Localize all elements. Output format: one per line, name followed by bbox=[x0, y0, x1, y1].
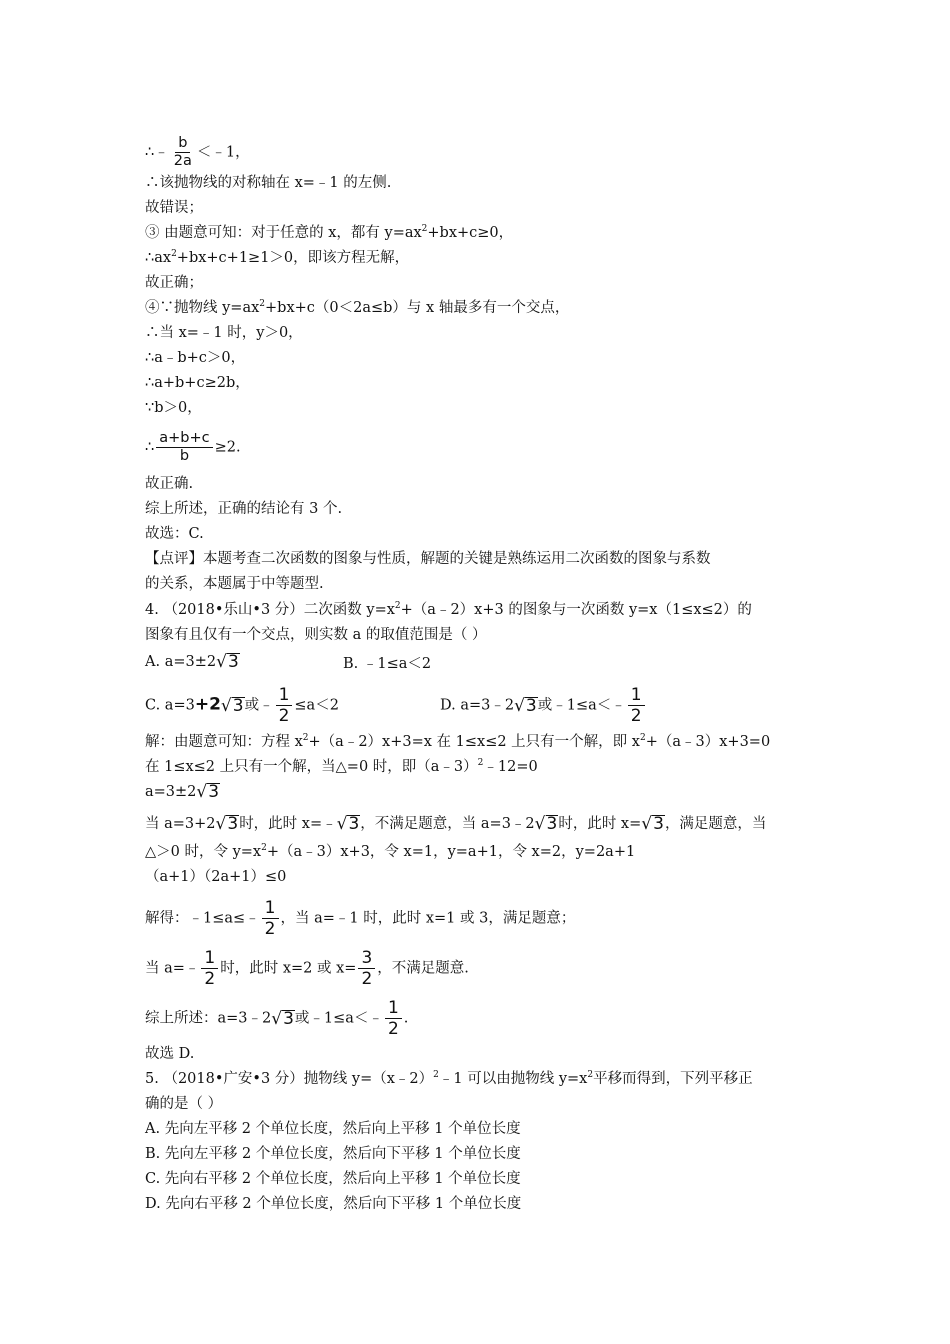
line-frac-abc-b: ∴ $\frac{a+b+c}{b}$ ≥2. bbox=[145, 430, 241, 464]
sqrt-symbol: √ 3 bbox=[196, 782, 220, 802]
option-a: A. a=3±2 √ 3 bbox=[145, 652, 239, 672]
text-line: 故错误； bbox=[145, 200, 203, 216]
comment-line: 的关系，本题属于中等题型. bbox=[145, 576, 324, 592]
text-line: $\therefore ax^2+bx+c+1\ge 1>0$，即该方程无解， bbox=[145, 249, 410, 266]
solution-line: 解：由题意可知：方程 $x^2+(a﹣2)x+3=x$ 在 1≤x≤2 上只有一个解，即 $x^2+(a﹣3)x+3=0$ bbox=[145, 733, 771, 750]
option-c: C. 先向右平移 2 个单位长度，然后向上平移 1 个单位长度 bbox=[145, 1171, 521, 1187]
fraction-three-halves: $\frac{3}{2}$ bbox=[358, 948, 375, 989]
text-line: ∵b＞0， bbox=[145, 400, 202, 416]
sqrt-symbol: √ 3 bbox=[216, 652, 239, 672]
sqrt-symbol: √ 3 bbox=[641, 814, 664, 834]
text-line: ∴该抛物线的对称轴在 x=﹣1 的左侧. bbox=[145, 175, 392, 191]
solution-line: 故选 D. bbox=[145, 1046, 195, 1062]
sqrt-symbol: √ 3 bbox=[534, 814, 558, 834]
fraction-one-half: $\frac{1}{2}$ bbox=[385, 998, 402, 1039]
text-line: ∴a﹣b+c＞0， bbox=[145, 350, 246, 366]
option-b: B. ﹣1≤a＜2 bbox=[343, 656, 432, 672]
sqrt-symbol: √ 3 bbox=[336, 814, 360, 834]
fraction-b-over-2a: $\frac{b}{2a}$ bbox=[173, 135, 192, 169]
question-4-line: 4. （2018•乐山•3 分）二次函数 $y=x^2+(a﹣2)x+3$ 的图象与一次函数 y=x（1≤x≤2）的 bbox=[145, 601, 752, 618]
sqrt-symbol: √ 3 bbox=[220, 695, 244, 716]
text-line: 综上所述，正确的结论有 3 个. bbox=[145, 501, 343, 517]
sqrt-symbol: √ 3 bbox=[215, 814, 239, 834]
solution-line: a=3±2 √ 3 bbox=[145, 782, 220, 802]
text-line: 故选：C. bbox=[145, 526, 204, 542]
text-line: ③ 由题意可知：对于任意的 x，都有 $y=ax^2+bx+c\ge 0$， bbox=[145, 224, 514, 241]
text-line: ④∵抛物线 $y=ax^2+bx+c(0<2a\le b)$与 x 轴最多有一个交点， bbox=[145, 299, 570, 316]
option-d: D. 先向右平移 2 个单位长度，然后向下平移 1 个单位长度 bbox=[145, 1196, 522, 1212]
solution-line: △＞0 时，令 $y=x^2+(a﹣3)x+3$，令 x=1，y=a+1，令 x=2，y=2a+1 bbox=[145, 843, 636, 860]
fraction-one-half: $\frac{1}{2}$ bbox=[628, 685, 645, 726]
text-line: ∴a+b+c≥2b， bbox=[145, 375, 250, 391]
option-b: B. 先向左平移 2 个单位长度，然后向下平移 1 个单位长度 bbox=[145, 1146, 521, 1162]
fraction-one-half: $\frac{1}{2}$ bbox=[276, 685, 293, 726]
option-d: D. a=3﹣2 √ 3 或﹣1≤a＜﹣ $\frac{1}{2}$ bbox=[440, 685, 647, 726]
line-frac-b-2a: ∴﹣ $\frac{b}{2a}$ ＜﹣1， bbox=[145, 135, 250, 169]
fraction-abc-over-b: $\frac{a+b+c}{b}$ bbox=[156, 430, 212, 465]
sqrt-symbol: √ 3 bbox=[514, 695, 537, 716]
text-line: 故正确. bbox=[145, 476, 194, 492]
option-a: A. 先向左平移 2 个单位长度，然后向上平移 1 个单位长度 bbox=[145, 1121, 521, 1137]
solution-line: 综上所述：a=3﹣2 √ 3 或﹣1≤a＜﹣ $\frac{1}{2}$ . bbox=[145, 998, 409, 1039]
question-5-line: 确的是（ ） bbox=[145, 1096, 223, 1112]
fraction-one-half: $\frac{1}{2}$ bbox=[201, 948, 218, 989]
solution-line: 解得：﹣1≤a≤﹣ $\frac{1}{2}$ ，当 a=﹣1 时，此时 x=1 或 3，满足题意； bbox=[145, 898, 576, 939]
solution-line: 当 a=﹣ $\frac{1}{2}$ 时，此时 x=2 或 x= $\frac{3}{2}$ ，不满足题意. bbox=[145, 948, 469, 989]
sqrt-symbol: √ 3 bbox=[271, 1008, 294, 1029]
solution-line: 在 1≤x≤2 上只有一个解，当△=0 时，即（a﹣3）$^2$﹣12=0 bbox=[145, 758, 538, 775]
text-line: 故正确； bbox=[145, 275, 203, 291]
solution-line: 当 a=3+2 √ 3 时，此时 x=﹣ √ 3 ，不满足题意，当 a=3﹣2 √ 3 时，此时 x= √ 3 ，满足题意，当 bbox=[145, 814, 767, 834]
option-c: C. a=3+2 √ 3 或﹣ $\frac{1}{2}$ ≤a＜2 bbox=[145, 685, 339, 726]
text-line: ∴当 x=﹣1 时，y＞0， bbox=[145, 325, 303, 341]
question-4-line: 图象有且仅有一个交点，则实数 a 的取值范围是（ ） bbox=[145, 627, 487, 643]
question-5-line: 5. （2018•广安•3 分）抛物线 y=（x﹣2）$^2$﹣1 可以由抛物线 $y=x^2$平移而得到，下列平移正 bbox=[145, 1070, 753, 1087]
comment-line: 【点评】本题考查二次函数的图象与性质，解题的关键是熟练运用二次函数的图象与系数 bbox=[145, 551, 711, 567]
fraction-one-half: $\frac{1}{2}$ bbox=[262, 898, 279, 939]
solution-line: （a+1）（2a+1）≤0 bbox=[145, 869, 287, 885]
